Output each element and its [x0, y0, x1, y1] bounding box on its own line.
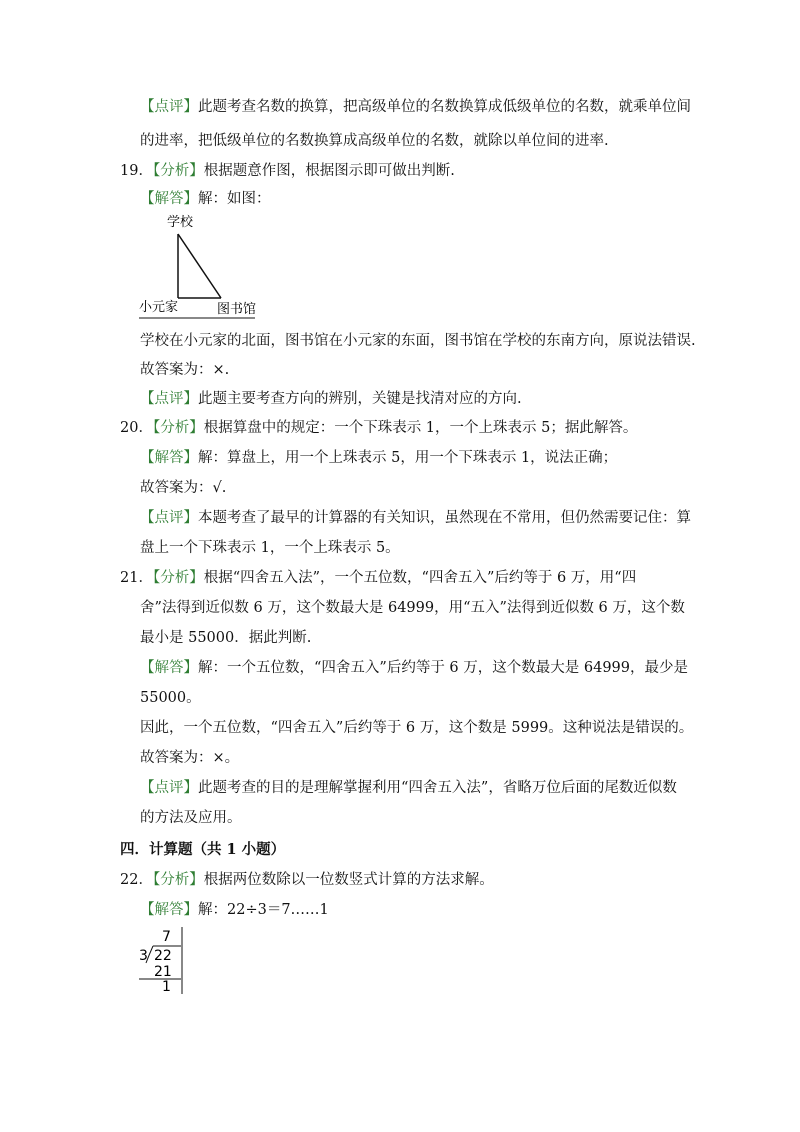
section-title: 四．计算题（共 1 小题） [120, 841, 286, 858]
quotient: 7 [162, 929, 171, 945]
q21-final: 故答案为：×。 [140, 750, 240, 766]
q20-analysis-line [120, 418, 637, 438]
q19-analysis-line [120, 161, 455, 181]
q20-comment-line2: 盘上一个下珠表示 1，一个上珠表示 5。 [140, 540, 400, 556]
q19-analysis: 根据题意作图，根据图示即可做出判断. [203, 163, 455, 179]
q22-analysis-line [120, 870, 494, 890]
label-home: 小元家 [139, 300, 179, 315]
q21-analysis-line2: 舍”法得到近似数 6 万，这个数最大是 64999，用“五入”法得到近似数 6 万，这个数 [140, 600, 685, 616]
q22-answer-line [140, 900, 329, 920]
q21-comment-text: 此题考查的目的是理解掌握利用“四舍五入法”，省略万位后面的尾数近似数 [198, 780, 677, 796]
comment-tag: 【点评】 [140, 391, 198, 407]
q21-number: 21． [120, 570, 153, 586]
q18-comment-line2: 的进率，把低级单位的名数换算成高级单位的名数，就除以单位间的进率. [140, 133, 609, 149]
q21-answer-text: 解：一个五位数，“四舍五入”后约等于 6 万，这个数最大是 64999，最少是 [198, 660, 689, 676]
long-division [135, 925, 195, 995]
q21-answer-line1 [140, 658, 688, 678]
label-school: 学校 [167, 215, 194, 230]
q20-comment-text: 本题考查了最早的计算器的有关知识，虽然现在不常用，但仍然需要记住：算 [198, 510, 691, 526]
dividend: 22 [154, 948, 172, 964]
label-library: 图书馆 [217, 302, 257, 317]
q20-comment-line1 [140, 508, 691, 528]
remainder: 1 [162, 979, 171, 995]
q18-comment-line1 [140, 97, 691, 117]
q20-number: 20． [120, 420, 153, 436]
analysis-tag: 【分析】 [152, 872, 204, 888]
q19-comment-line [140, 389, 522, 409]
direction-diagram [135, 212, 265, 322]
product: 21 [154, 964, 172, 980]
q21-analysis-line3: 最小是 55000．据此判断. [140, 630, 312, 646]
q22-number: 22． [120, 872, 153, 888]
q21-analysis-text: 根据“四舍五入法”，一个五位数，“四舍五入”后约等于 6 万，用“四 [203, 570, 637, 586]
analysis-tag: 【分析】 [152, 570, 204, 586]
answer-tag: 【解答】 [140, 660, 198, 676]
answer-tag: 【解答】 [140, 450, 198, 466]
q21-answer-line2: 55000。 [140, 690, 201, 706]
q21-comment-line1 [140, 778, 677, 798]
q19-text1: 学校在小元家的北面，图书馆在小元家的东面，图书馆在学校的东南方向，原说法错误. [140, 333, 696, 349]
hypotenuse [178, 234, 221, 298]
q22-answer: 解：22÷3＝7……1 [198, 902, 329, 918]
q19-final: 故答案为：×. [140, 362, 230, 378]
q20-answer: 解：算盘上，用一个上珠表示 5，用一个下珠表示 1，说法正确； [198, 450, 618, 466]
comment-tag: 【点评】 [140, 780, 198, 796]
analysis-tag: 【分析】 [152, 420, 204, 436]
q21-comment-line2: 的方法及应用。 [140, 810, 242, 826]
q20-answer-line [140, 448, 617, 468]
divisor: 3 [139, 948, 148, 964]
comment-tag: 【点评】 [140, 510, 198, 526]
q19-number: 19． [120, 163, 153, 179]
answer-tag: 【解答】 [140, 902, 198, 918]
q19-comment: 此题主要考查方向的辨别，关键是找清对应的方向. [198, 391, 522, 407]
q21-analysis-line1 [120, 568, 636, 588]
comment-tag: 【点评】 [140, 99, 198, 115]
analysis-tag: 【分析】 [152, 163, 204, 179]
q19-answer-line [140, 189, 271, 209]
q20-final: 故答案为：√. [140, 480, 227, 496]
answer-tag: 【解答】 [140, 191, 198, 207]
q20-analysis: 根据算盘中的规定：一个下珠表示 1，一个上珠表示 5；据此解答。 [203, 420, 638, 436]
q18-comment-text: 此题考查名数的换算，把高级单位的名数换算成低级单位的名数，就乘单位间 [198, 99, 691, 115]
q19-answer-intro: 解：如图： [198, 191, 271, 207]
q21-text1: 因此，一个五位数，“四舍五入”后约等于 6 万，这个数是 5999。这种说法是错误的。 [140, 720, 694, 736]
q22-analysis: 根据两位数除以一位数竖式计算的方法求解。 [203, 872, 494, 888]
